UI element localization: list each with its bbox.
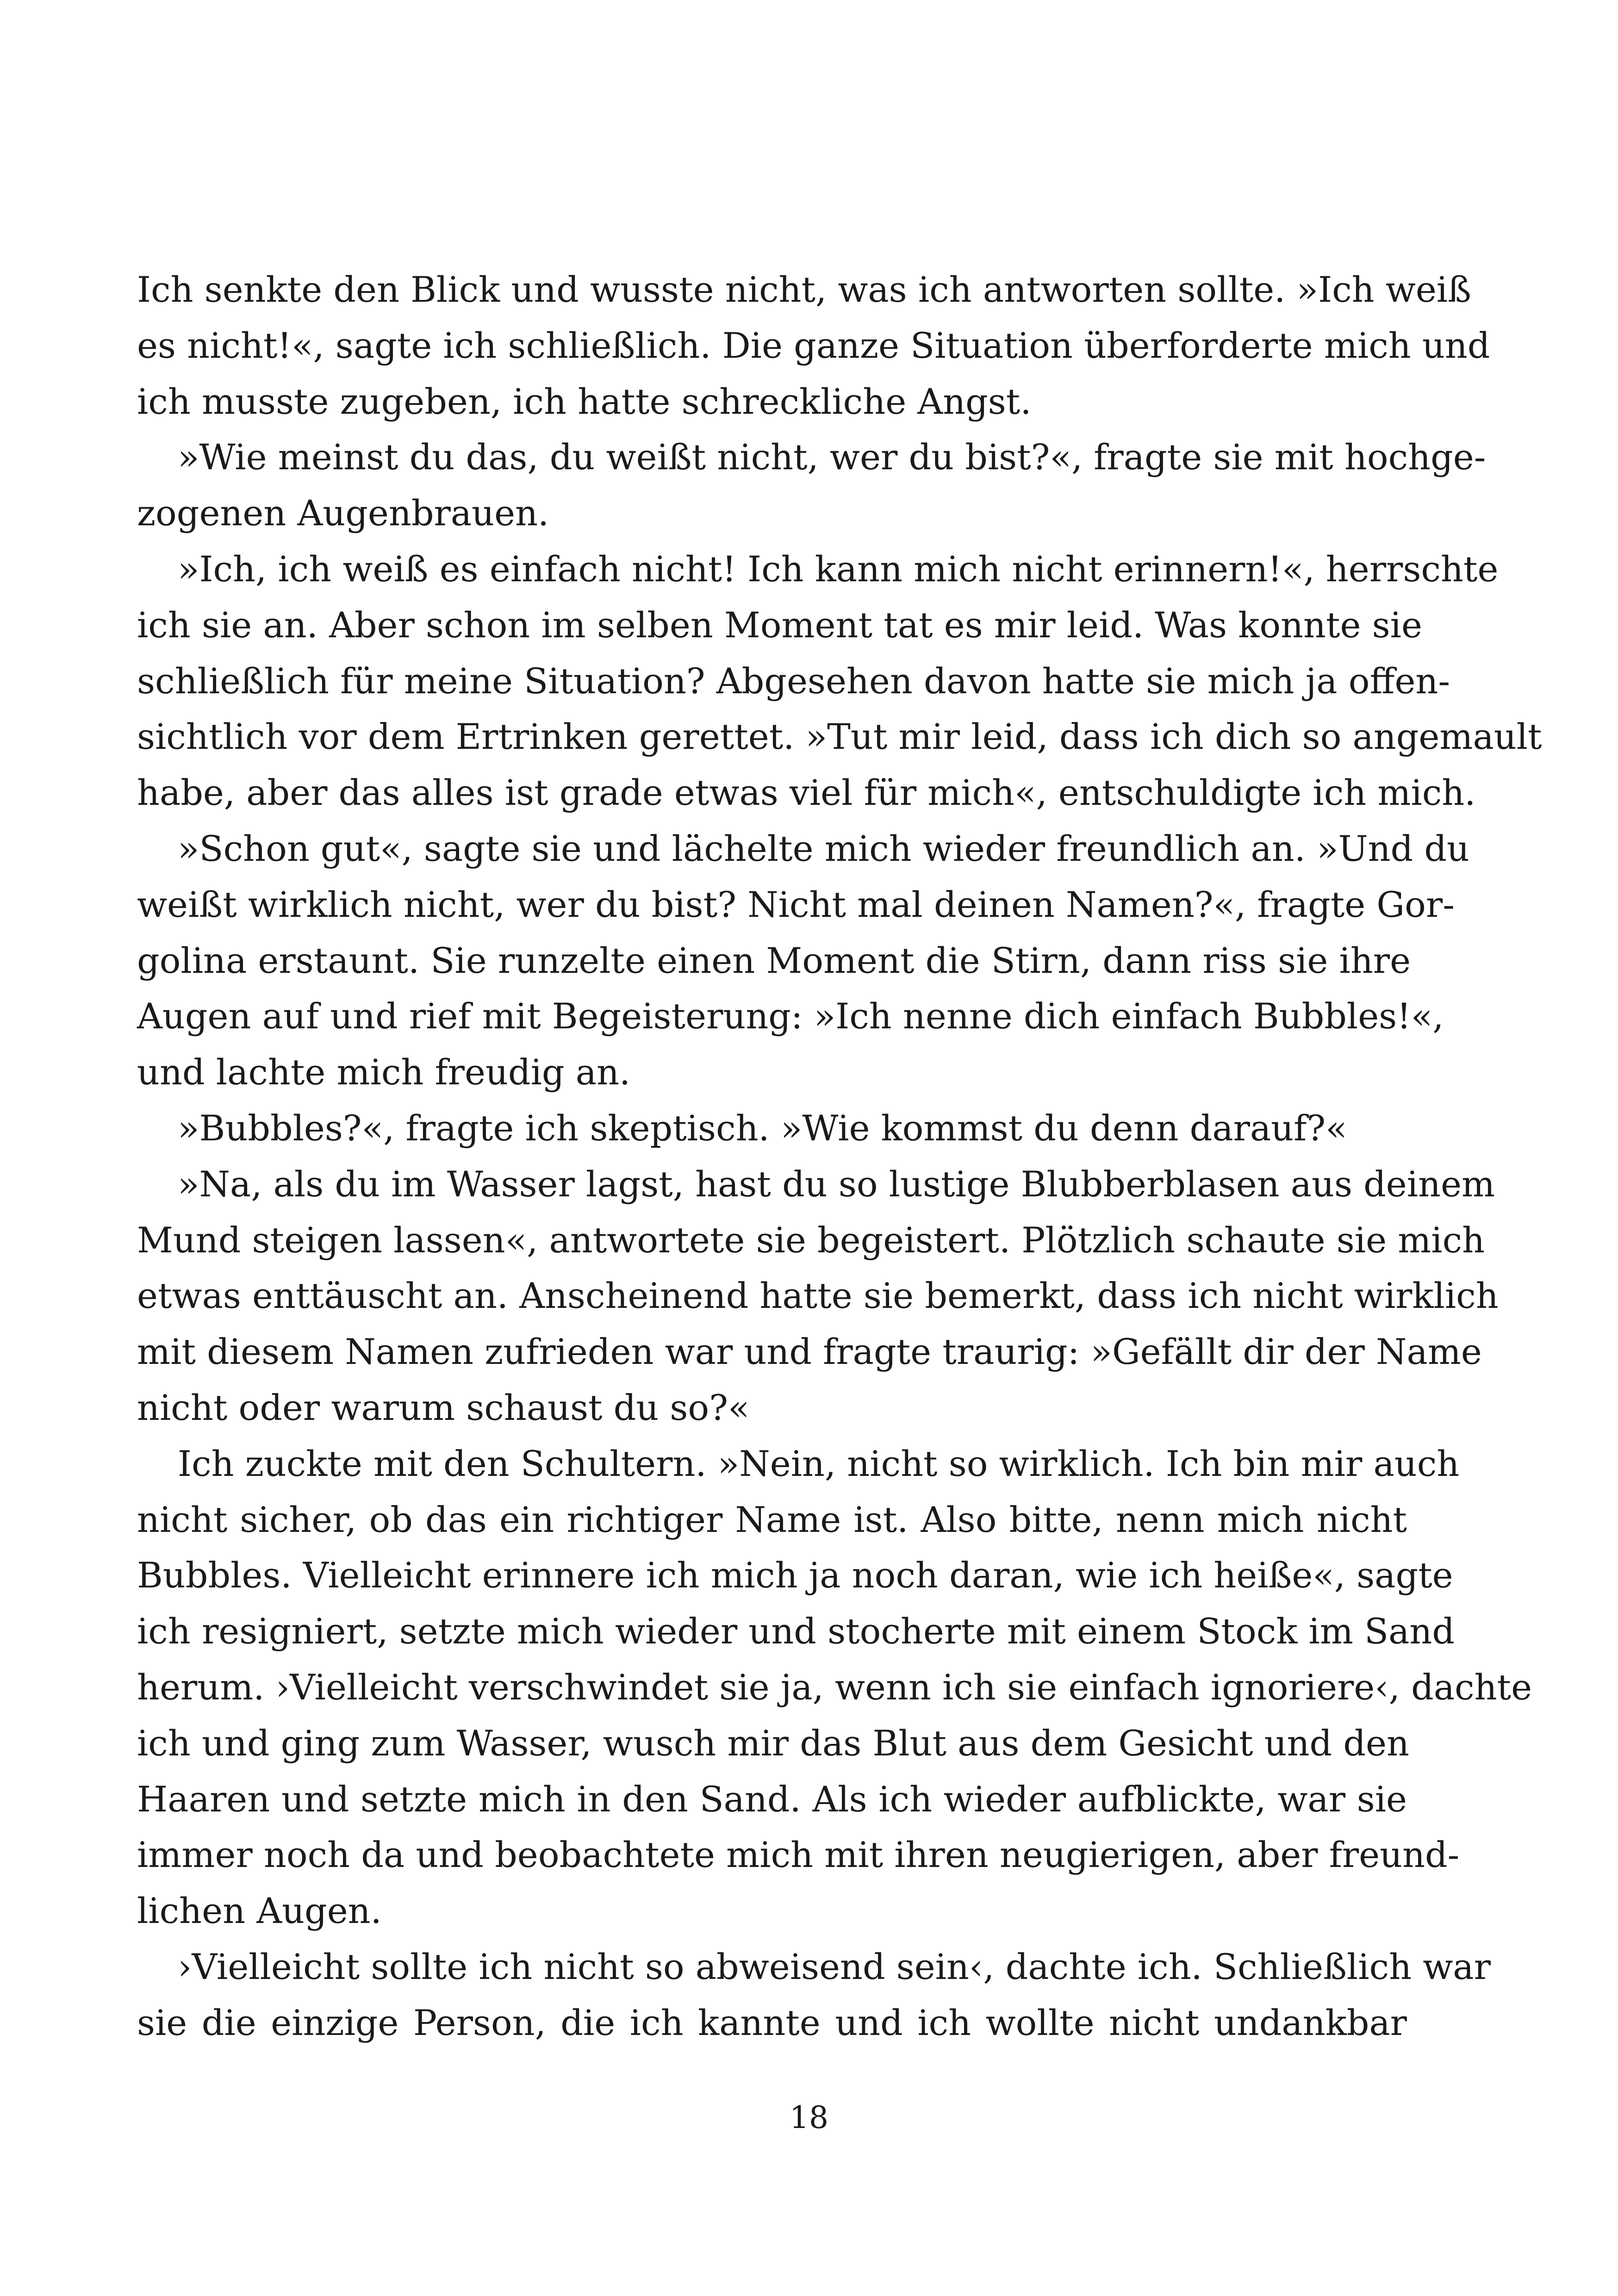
text-line: schließlich für meine Situation? Abgesehen davon hatte sie mich ja offen- <box>137 660 1450 702</box>
text-line: Ich senkte den Blick und wusste nicht, was ich antworten sollte. »Ich weiß <box>137 269 1471 310</box>
text-line: ich und ging zum Wasser, wusch mir das Blut aus dem Gesicht und den <box>137 1722 1409 1764</box>
text-line: ich musste zugeben, ich hatte schreckliche Angst. <box>137 380 1032 422</box>
text-line: Augen auf und rief mit Begeisterung: »Ich nenne dich einfach Bubbles!«, <box>137 996 1444 1037</box>
text-line: Mund steigen lassen«, antwortete sie begeistert. Plötzlich schaute sie mich <box>137 1219 1485 1261</box>
text-line: »Wie meinst du das, du weißt nicht, wer du bist?«, fragte sie mit hochge- <box>178 436 1486 478</box>
text-line: golina erstaunt. Sie runzelte einen Moment die Stirn, dann riss sie ihre <box>137 940 1411 981</box>
text-line: Haaren und setzte mich in den Sand. Als ich wieder aufblickte, war sie <box>137 1778 1407 1820</box>
page-number: 18 <box>790 2100 828 2135</box>
text-line: etwas enttäuscht an. Anscheinend hatte sie bemerkt, dass ich nicht wirklich <box>137 1275 1499 1317</box>
text-line: ich sie an. Aber schon im selben Moment tat es mir leid. Was konnte sie <box>137 604 1422 646</box>
text-line: nicht oder warum schaust du so?« <box>137 1387 750 1428</box>
text-line: sichtlich vor dem Ertrinken gerettet. »Tut mir leid, dass ich dich so angemault <box>137 716 1542 758</box>
text-line: »Ich, ich weiß es einfach nicht! Ich kann mich nicht erinnern!«, herrschte <box>178 548 1499 590</box>
text-line: ›Vielleicht sollte ich nicht so abweisend sein‹, dachte ich. Schließlich war <box>178 1946 1491 1987</box>
body-text <box>137 262 1542 2051</box>
text-line: »Bubbles?«, fragte ich skeptisch. »Wie kommst du denn darauf?« <box>178 1107 1347 1149</box>
text-line: weißt wirklich nicht, wer du bist? Nicht mal deinen Namen?«, fragte Gor- <box>137 884 1455 925</box>
text-line: zogenen Augenbrauen. <box>137 492 549 534</box>
text-line: Bubbles. Vielleicht erinnere ich mich ja noch daran, wie ich heiße«, sagte <box>137 1555 1453 1596</box>
text-line: »Na, als du im Wasser lagst, hast du so lustige Blubberblasen aus deinem <box>178 1163 1495 1205</box>
text-line: nicht sicher, ob das ein richtiger Name ist. Also bitte, nenn mich nicht <box>137 1499 1407 1540</box>
text-line: mit diesem Namen zufrieden war und fragte traurig: »Gefällt dir der Name <box>137 1331 1482 1373</box>
text-line: »Schon gut«, sagte sie und lächelte mich wieder freundlich an. »Und du <box>178 828 1469 869</box>
text-line: lichen Augen. <box>137 1890 382 1932</box>
text-line: ich resigniert, setzte mich wieder und stocherte mit einem Stock im Sand <box>137 1611 1455 1652</box>
text-line: habe, aber das alles ist grade etwas viel für mich«, entschuldigte ich mich. <box>137 772 1476 814</box>
text-line: sie die einzige Person, die ich kannte und ich wollte nicht undankbar <box>137 2002 1407 2043</box>
text-line: Ich zuckte mit den Schultern. »Nein, nicht so wirklich. Ich bin mir auch <box>178 1443 1460 1484</box>
text-line: immer noch da und beobachtete mich mit ihren neugierigen, aber freund- <box>137 1834 1460 1876</box>
text-line: und lachte mich freudig an. <box>137 1052 631 1093</box>
text-line: herum. ›Vielleicht verschwindet sie ja, wenn ich sie einfach ignoriere‹, dachte <box>137 1666 1532 1708</box>
text-line: es nicht!«, sagte ich schließlich. Die ganze Situation überforderte mich und <box>137 324 1490 366</box>
